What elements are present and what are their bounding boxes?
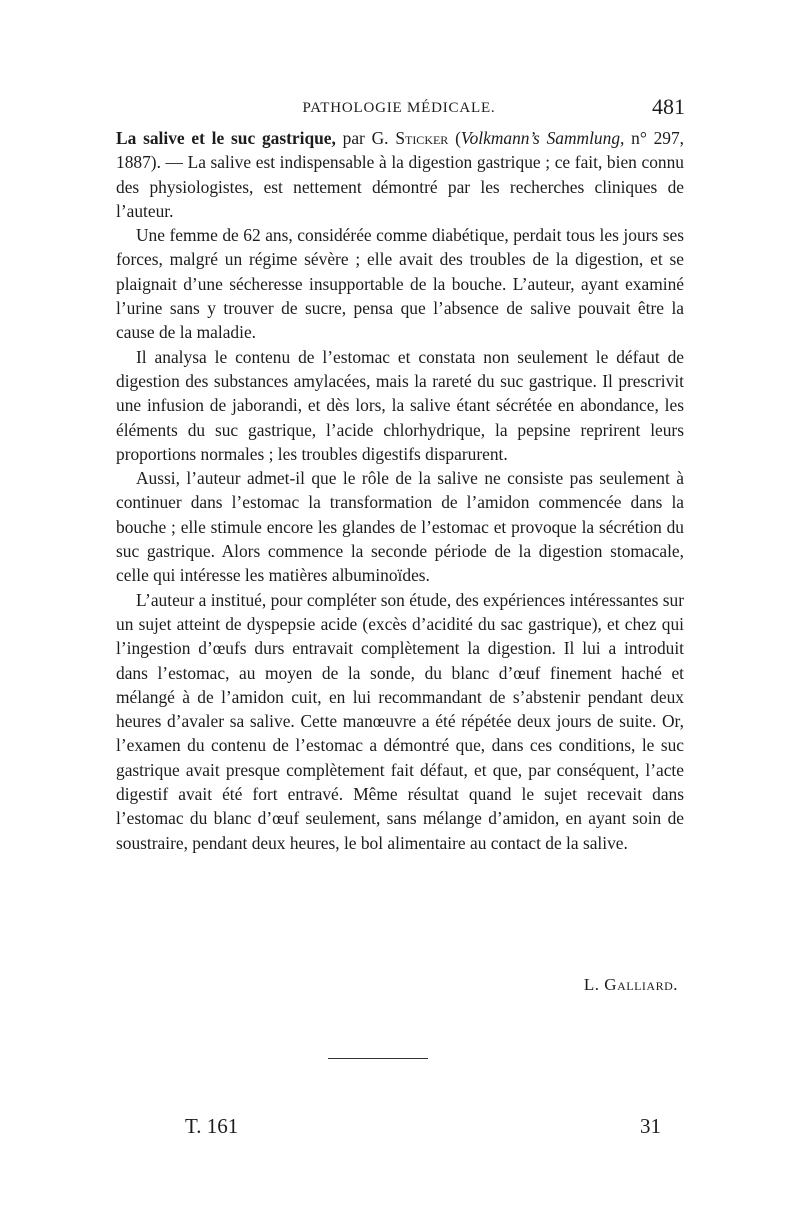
page-number: 481: [652, 94, 685, 119]
end-rule: [328, 1058, 428, 1059]
signature-mark: 31: [640, 1114, 661, 1138]
paragraph: Aussi, l’auteur admet-il que le rôle de la salive ne consiste pas seulement à continuer dans l’estomac la transformation de l’amidon commencée dans la bouche ; elle stimule encore les glandes de l’estomac et provoque la sécrétion du suc gastrique. Alors commence la seconde période de la digestion stomacale, celle qui intéresse les matières albuminoïdes.: [116, 468, 684, 586]
volume-mark: T. 161: [185, 1114, 239, 1138]
paragraph: Une femme de 62 ans, considérée comme diabétique, perdait tous les jours ses forces, malgré un régime sévère ; elle avait des troubles de la digestion, et se plaignait d’une sécheresse insupportable de la bouche. L’auteur, ayant examiné l’urine sans y trouver de sucre, pensa que l’absence de salive pouvait être la cause de la maladie.: [116, 225, 684, 343]
citation-open: (: [448, 128, 461, 148]
article-title: La salive et le suc gastrique,: [116, 128, 336, 148]
paragraph: L’auteur a institué, pour compléter son étude, des expériences intéressantes sur un sujet atteint de dyspepsie acide (excès d’acidité du sac gastrique), et chez qui l’ingestion d’œufs durs entravait complètement la digestion. Il lui a introduit dans l’estomac, au moyen de la sonde, du blanc d’œuf finement haché et mélangé à de l’amidon cuit, en lui recommandant de s’abstenir pendant deux heures d’avaler sa salive. Cette manœuvre a été répétée deux jours de suite. Or, l’examen du contenu de l’estomac a démontré que, dans ces conditions, le suc gastrique avait presque complètement fait défaut, et que, par conséquent, l’acte digestif avait été fort entravé. Même résultat quand le sujet recevait dans l’estomac du blanc d’œuf seulement, sans mélange d’amidon, en ayant soin de soustraire, pendant deux heures, le bol alimentaire au contact de la salive.: [116, 589, 684, 853]
citation-details: n° 297, 1887).: [116, 128, 685, 173]
paragraph: Il analysa le contenu de l’estomac et constata non seulement le défaut de digestion des substances amylacées, mais la rareté du suc gastrique. Il prescrivit une infusion de jaborandi, et dès lors, la salive étant sécrétée en abondance, les éléments du suc gastrique, l’acide chlorhydrique, la pepsine reprirent leurs proportions normales ; les troubles digestifs disparurent.: [116, 346, 684, 464]
article-body: [116, 126, 684, 855]
author-name: Sticker: [395, 128, 449, 148]
author-prefix: par G.: [335, 128, 396, 148]
intro-paragraph: [116, 126, 684, 223]
journal-name: Volkmann’s Sammlung,: [460, 128, 625, 148]
author-signature: L. Galliard.: [583, 975, 678, 994]
page-header: [113, 94, 685, 124]
intro-text: — La salive est indispensable à la digestion gastrique ; ce fait, bien connu des physiologistes, est nettement démontré par les recherches cliniques de l’auteur.: [116, 152, 684, 221]
running-head: PATHOLOGIE MÉDICALE.: [302, 100, 496, 116]
